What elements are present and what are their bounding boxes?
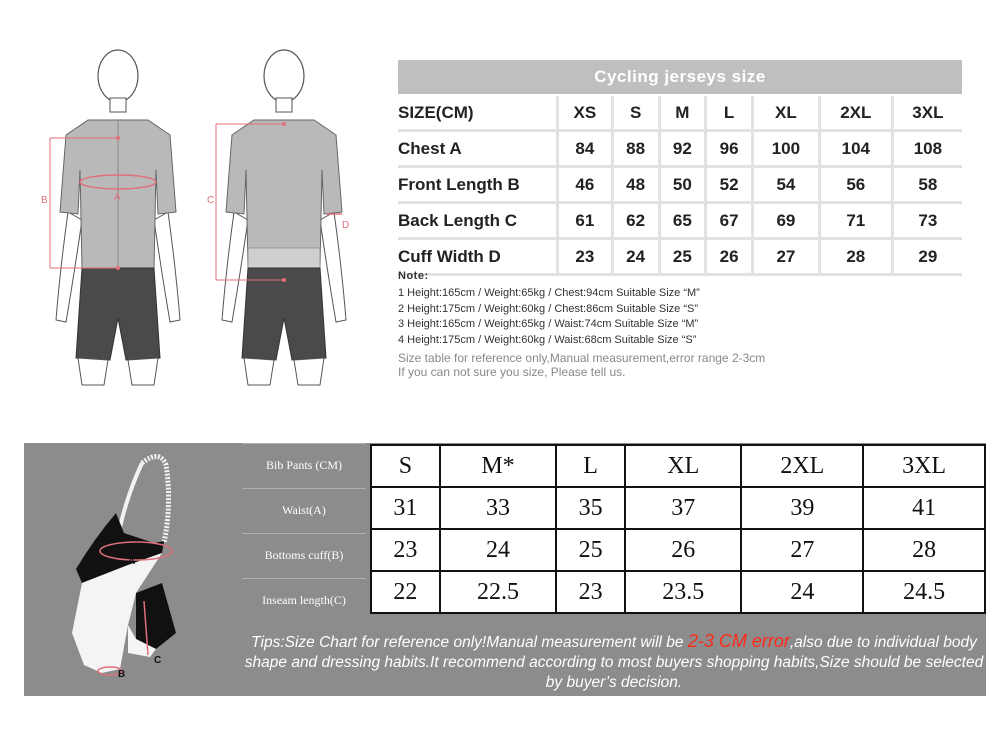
- bib-row-label: Bottoms cuff(B): [242, 533, 366, 576]
- bib-row-labels: [242, 443, 366, 623]
- bib-size-header: M*: [440, 445, 556, 487]
- bib-cell: 26: [625, 529, 741, 571]
- bib-row-label: Inseam length(C): [242, 578, 366, 621]
- jersey-row-label: Front Length B: [398, 167, 558, 203]
- bib-cell: 24: [440, 529, 556, 571]
- jersey-cell: 62: [612, 203, 659, 239]
- jersey-cell: 73: [892, 203, 962, 239]
- tips-note: [242, 625, 986, 696]
- jersey-cell: 96: [706, 131, 753, 167]
- jersey-cell: 46: [558, 167, 613, 203]
- jersey-cell: 23: [558, 239, 613, 275]
- back-label-c: C: [207, 195, 215, 206]
- bib-size-header: 2XL: [741, 445, 863, 487]
- bib-size-table: [370, 444, 986, 614]
- tips-text-1: Tips:Size Chart for reference only!Manual measurement will be: [251, 634, 688, 651]
- bib-row: [371, 571, 985, 613]
- jersey-table-title: Cycling jerseys size: [398, 60, 962, 94]
- bib-pants-figure: [24, 443, 240, 696]
- jersey-row-label: Chest A: [398, 131, 558, 167]
- bib-row: [371, 529, 985, 571]
- note-line: 2 Height:175cm / Weight:60kg / Chest:86cm Suitable Size “S”: [398, 302, 698, 315]
- jersey-size-header: 2XL: [819, 96, 892, 131]
- jersey-cell: 65: [659, 203, 706, 239]
- bib-cell: 41: [863, 487, 985, 529]
- bib-row: [371, 487, 985, 529]
- bib-label-c: C: [154, 655, 162, 666]
- jersey-cell: 28: [819, 239, 892, 275]
- bib-cell: 22: [371, 571, 440, 613]
- bib-row-label: Waist(A): [242, 488, 366, 531]
- jersey-cell: 108: [892, 131, 962, 167]
- jersey-size-header: L: [706, 96, 753, 131]
- jersey-cell: 100: [752, 131, 819, 167]
- bib-cell: 24: [741, 571, 863, 613]
- jersey-size-header: S: [612, 96, 659, 131]
- jersey-cell: 71: [819, 203, 892, 239]
- bib-cell: 37: [625, 487, 741, 529]
- jersey-header-row: [398, 96, 962, 131]
- jersey-cell: 88: [612, 131, 659, 167]
- jersey-cell: 26: [706, 239, 753, 275]
- jersey-cell: 25: [659, 239, 706, 275]
- front-label-a: A: [114, 192, 121, 203]
- jersey-cell: 56: [819, 167, 892, 203]
- front-label-b: B: [41, 195, 48, 206]
- jersey-table-grid: [398, 96, 962, 276]
- jersey-size-header: 3XL: [892, 96, 962, 131]
- bib-table-grid: [370, 444, 986, 614]
- jersey-cell: 104: [819, 131, 892, 167]
- jersey-row-label: Cuff Width D: [398, 239, 558, 275]
- bib-size-header: XL: [625, 445, 741, 487]
- jersey-cell: 27: [752, 239, 819, 275]
- jersey-row-label: Back Length C: [398, 203, 558, 239]
- jersey-cell: 54: [752, 167, 819, 203]
- bib-label-b: B: [118, 669, 126, 680]
- bib-size-header: 3XL: [863, 445, 985, 487]
- bib-pants-section: [24, 443, 986, 696]
- jersey-cell: 69: [752, 203, 819, 239]
- bib-label-a: A: [128, 556, 136, 567]
- jersey-measurement-figure: [30, 40, 375, 390]
- bib-size-header: S: [371, 445, 440, 487]
- jersey-row: [398, 167, 962, 203]
- front-figure: [50, 50, 180, 385]
- bib-cell: 23.5: [625, 571, 741, 613]
- bib-cell: 24.5: [863, 571, 985, 613]
- bib-cell: 31: [371, 487, 440, 529]
- jersey-row: [398, 203, 962, 239]
- jersey-cell: 52: [706, 167, 753, 203]
- jersey-cell: 29: [892, 239, 962, 275]
- note-line: 4 Height:175cm / Weight:60kg / Waist:68cm Suitable Size “S”: [398, 333, 697, 346]
- notes-section: [398, 270, 958, 379]
- jersey-size-table: [398, 60, 962, 276]
- bib-cell: 35: [556, 487, 625, 529]
- back-figure: [216, 50, 346, 385]
- bib-cell: 33: [440, 487, 556, 529]
- note-lines: [398, 286, 958, 348]
- bib-cell: 25: [556, 529, 625, 571]
- bib-cell: 22.5: [440, 571, 556, 613]
- tips-error-range: 2-3 CM error: [687, 631, 790, 651]
- jersey-cell: 61: [558, 203, 613, 239]
- reference-note-1: Size table for reference only,Manual measurement,error range 2-3cm: [398, 351, 766, 365]
- note-title: Note:: [398, 270, 429, 282]
- reference-note-2: If you can not sure you size, Please tell us.: [398, 365, 626, 379]
- bib-cell: 27: [741, 529, 863, 571]
- jersey-size-header: XS: [558, 96, 613, 131]
- bib-row-label: Bib Pants (CM): [242, 443, 366, 486]
- jersey-cell: 67: [706, 203, 753, 239]
- note-line: 3 Height:165cm / Weight:65kg / Waist:74cm Suitable Size “M”: [398, 318, 699, 330]
- bib-size-header: L: [556, 445, 625, 487]
- bib-cell: 28: [863, 529, 985, 571]
- jersey-cell: 24: [612, 239, 659, 275]
- jersey-row: [398, 131, 962, 167]
- bib-header-row: [371, 445, 985, 487]
- jersey-header-label: SIZE(CM): [398, 96, 558, 131]
- jersey-cell: 48: [612, 167, 659, 203]
- note-line: 1 Height:165cm / Weight:65kg / Chest:94cm Suitable Size “M”: [398, 287, 700, 299]
- bib-cell: 23: [556, 571, 625, 613]
- jersey-cell: 92: [659, 131, 706, 167]
- jersey-cell: 50: [659, 167, 706, 203]
- jersey-size-header: M: [659, 96, 706, 131]
- tips-text-2: ,also due to individual body shape and dressing habits.It recommend according to most buyers shopping habits,Size should be selected by buyer’s decision.: [244, 634, 984, 691]
- jersey-cell: 84: [558, 131, 613, 167]
- back-label-d: D: [342, 220, 350, 231]
- bib-cell: 39: [741, 487, 863, 529]
- jersey-cell: 58: [892, 167, 962, 203]
- bib-cell: 23: [371, 529, 440, 571]
- jersey-size-header: XL: [752, 96, 819, 131]
